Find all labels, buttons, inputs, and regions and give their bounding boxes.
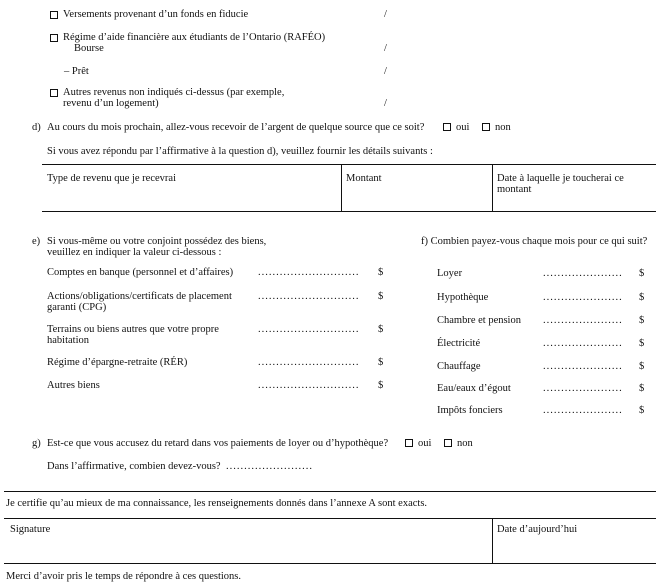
expense-label-taxes: Impôts fonciers bbox=[437, 405, 503, 416]
other-income-label-2: revenu d’un logement) bbox=[63, 98, 159, 109]
asset-label-land-2: habitation bbox=[47, 335, 89, 346]
trust-slash: / bbox=[384, 9, 387, 20]
expense-dots-rent: ...................... bbox=[543, 268, 623, 279]
expense-dots-board: ...................... bbox=[543, 315, 623, 326]
expense-dots-mortgage: ...................... bbox=[543, 292, 623, 303]
trust-checkbox[interactable] bbox=[50, 11, 58, 19]
g-non-checkbox[interactable] bbox=[444, 439, 452, 447]
asset-dots-stocks: ............................ bbox=[258, 291, 360, 302]
expense-currency-board: $ bbox=[639, 315, 645, 326]
d-oui-checkbox[interactable] bbox=[443, 123, 451, 131]
osap-checkbox[interactable] bbox=[50, 34, 58, 42]
osap-label: Régime d’aide financière aux étudiants de l’Ontario (RAFÉO) bbox=[63, 32, 326, 43]
expense-label-rent: Loyer bbox=[437, 268, 463, 279]
expense-currency-heating: $ bbox=[639, 361, 645, 372]
expense-dots-taxes: ...................... bbox=[543, 405, 623, 416]
expense-currency-taxes: $ bbox=[639, 405, 645, 416]
signature-bottom-line bbox=[4, 563, 656, 564]
asset-currency-rrsp: $ bbox=[378, 357, 384, 368]
section-g-question: Est-ce que vous accusez du retard dans vos paiements de loyer ou d’hypothèque? bbox=[47, 438, 389, 449]
d-table-bottom-line bbox=[42, 211, 656, 212]
g-non-label: non bbox=[457, 438, 473, 449]
expense-dots-water: ...................... bbox=[543, 383, 623, 394]
section-g-letter: g) bbox=[32, 438, 41, 449]
d-table-divider-2 bbox=[492, 164, 493, 211]
certification-text: Je certifie qu’au mieux de ma connaissance, les renseignements donnés dans l’annexe A sont exacts. bbox=[6, 498, 428, 509]
thanks-text: Merci d’avoir pris le temps de répondre à ces questions. bbox=[6, 571, 242, 582]
asset-dots-land: ............................ bbox=[258, 324, 360, 335]
section-d-question: Au cours du mois prochain, allez-vous recevoir de l’argent de quelque source que ce soit? bbox=[47, 122, 425, 133]
section-e-letter: e) bbox=[32, 236, 41, 247]
asset-dots-rrsp: ............................ bbox=[258, 357, 360, 368]
signature-top-line bbox=[4, 518, 656, 519]
section-d-letter: d) bbox=[32, 122, 41, 133]
d-col-amount: Montant bbox=[346, 173, 382, 184]
section-d-instruction: Si vous avez répondu par l’affirmative à la question d), veuillez fournir les détails suivants : bbox=[47, 146, 433, 157]
d-col-date: Date à laquelle je toucherai ce montant bbox=[497, 173, 624, 195]
asset-currency-other: $ bbox=[378, 380, 384, 391]
asset-label-stocks-2: garanti (CPG) bbox=[47, 302, 107, 313]
section-f-title: f) Combien payez-vous chaque mois pour ce qui suit? bbox=[421, 236, 648, 247]
signature-label: Signature bbox=[10, 524, 51, 535]
other-income-slash: / bbox=[384, 98, 387, 109]
asset-label-stocks: Actions/obligations/certificats de placement bbox=[47, 291, 232, 302]
section-e-intro-1: Si vous-même ou votre conjoint possédez des biens, bbox=[47, 236, 267, 247]
d-table-top-line bbox=[42, 164, 656, 165]
d-non-label: non bbox=[495, 122, 511, 133]
expense-label-mortgage: Hypothèque bbox=[437, 292, 489, 303]
expense-currency-water: $ bbox=[639, 383, 645, 394]
d-col-type: Type de revenu que je recevrai bbox=[47, 173, 176, 184]
expense-label-water: Eau/eaux d’égout bbox=[437, 383, 511, 394]
pret-label: – Prêt bbox=[64, 66, 89, 77]
expense-currency-mortgage: $ bbox=[639, 292, 645, 303]
expense-label-heating: Chauffage bbox=[437, 361, 481, 372]
expense-dots-heating: ...................... bbox=[543, 361, 623, 372]
asset-currency-bank: $ bbox=[378, 267, 384, 278]
expense-label-board: Chambre et pension bbox=[437, 315, 521, 326]
expense-label-electricity: Électricité bbox=[437, 338, 481, 349]
asset-label-other: Autres biens bbox=[47, 380, 100, 391]
asset-label-rrsp: Régime d’épargne-retraite (RÉR) bbox=[47, 357, 188, 368]
other-income-label-1: Autres revenus non indiqués ci-dessus (par exemple, bbox=[63, 87, 285, 98]
asset-currency-stocks: $ bbox=[378, 291, 384, 302]
asset-label-land: Terrains ou biens autres que votre propre bbox=[47, 324, 219, 335]
date-label: Date d’aujourd’hui bbox=[497, 524, 578, 535]
pret-slash: / bbox=[384, 66, 387, 77]
expense-currency-electricity: $ bbox=[639, 338, 645, 349]
d-table-divider-1 bbox=[341, 164, 342, 211]
asset-dots-other: ............................ bbox=[258, 380, 360, 391]
signature-divider bbox=[492, 518, 493, 563]
asset-currency-land: $ bbox=[378, 324, 384, 335]
bourse-label: Bourse bbox=[74, 43, 104, 54]
asset-label-bank: Comptes en banque (personnel et d’affaires) bbox=[47, 267, 234, 278]
certification-top-line bbox=[4, 491, 656, 492]
d-non-checkbox[interactable] bbox=[482, 123, 490, 131]
trust-label: Versements provenant d’un fonds en fiducie bbox=[63, 9, 249, 20]
d-oui-label: oui bbox=[456, 122, 470, 133]
expense-dots-electricity: ...................... bbox=[543, 338, 623, 349]
section-e-intro-2: veuillez en indiquer la valeur ci-dessous : bbox=[47, 247, 222, 258]
g-oui-checkbox[interactable] bbox=[405, 439, 413, 447]
section-g-dots: ........................ bbox=[226, 461, 313, 472]
g-oui-label: oui bbox=[418, 438, 432, 449]
bourse-slash: / bbox=[384, 43, 387, 54]
section-g-followup: Dans l’affirmative, combien devez-vous? bbox=[47, 461, 221, 472]
asset-dots-bank: ............................ bbox=[258, 267, 360, 278]
other-income-checkbox[interactable] bbox=[50, 89, 58, 97]
expense-currency-rent: $ bbox=[639, 268, 645, 279]
